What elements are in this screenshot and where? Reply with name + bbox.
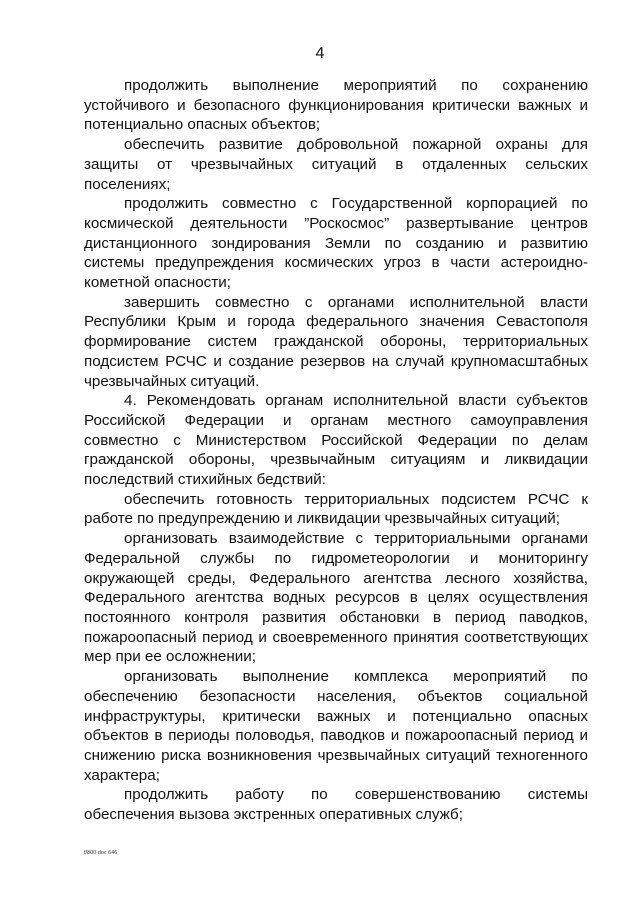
- paragraph: организовать взаимодействие с территориальными органами Федеральной службы по гидрометеорологии и мониторингу окружающей среды, Федерального агентства лесного хозяйства, Федерального агентства водных ресурсов в целях осуществления постоянного контроля развития обстановки в период паводков, пожароопасный период и своевременного принятия соответствующих мер при ее осложнении;: [84, 530, 588, 666]
- document-body: [84, 76, 588, 825]
- page-number: 4: [315, 45, 325, 62]
- paragraph: продолжить совместно с Государственной корпорацией по космической деятельности ”Роскосмос” развертывание центров дистанционного зондирования Земли по созданию и развитию системы предупреждения космических угроз в части астероидно-кометной опасности;: [84, 195, 588, 292]
- paragraph: продолжить работу по совершенствованию системы обеспечения вызова экстренных оперативных служб;: [84, 786, 588, 824]
- paragraph: организовать выполнение комплекса мероприятий по обеспечению безопасности населения, объектов социальной инфраструктуры, критически важных и потенциально опасных объектов в периоды половодья, паводков и пожароопасный период и снижению риска возникновения чрезвычайных ситуаций техногенного характера;: [84, 668, 588, 784]
- paragraph: 4. Рекомендовать органам исполнительной власти субъектов Российской Федерации и органам местного самоуправления совместно с Министерством Российской Федерации по делам гражданской обороны, чрезвычайным ситуациям и ликвидации последствий стихийных бедствий:: [84, 392, 588, 489]
- paragraph: продолжить выполнение мероприятий по сохранению устойчивого и безопасного функционирования критически важных и потенциально опасных объектов;: [84, 77, 588, 134]
- paragraph: обеспечить развитие добровольной пожарной охраны для защиты от чрезвычайных ситуаций в отдаленных сельских поселениях;: [84, 136, 588, 193]
- paragraph: обеспечить готовность территориальных подсистем РСЧС к работе по предупреждению и ликвидации чрезвычайных ситуаций;: [84, 490, 588, 528]
- paragraph: завершить совместно с органами исполнительной власти Республики Крым и города федерального значения Севастополя формирование систем гражданской обороны, территориальных подсистем РСЧС и создание резервов на случай крупномасштабных чрезвычайных ситуаций.: [84, 293, 588, 390]
- footer-document-code: f/800 doc 646: [84, 850, 118, 856]
